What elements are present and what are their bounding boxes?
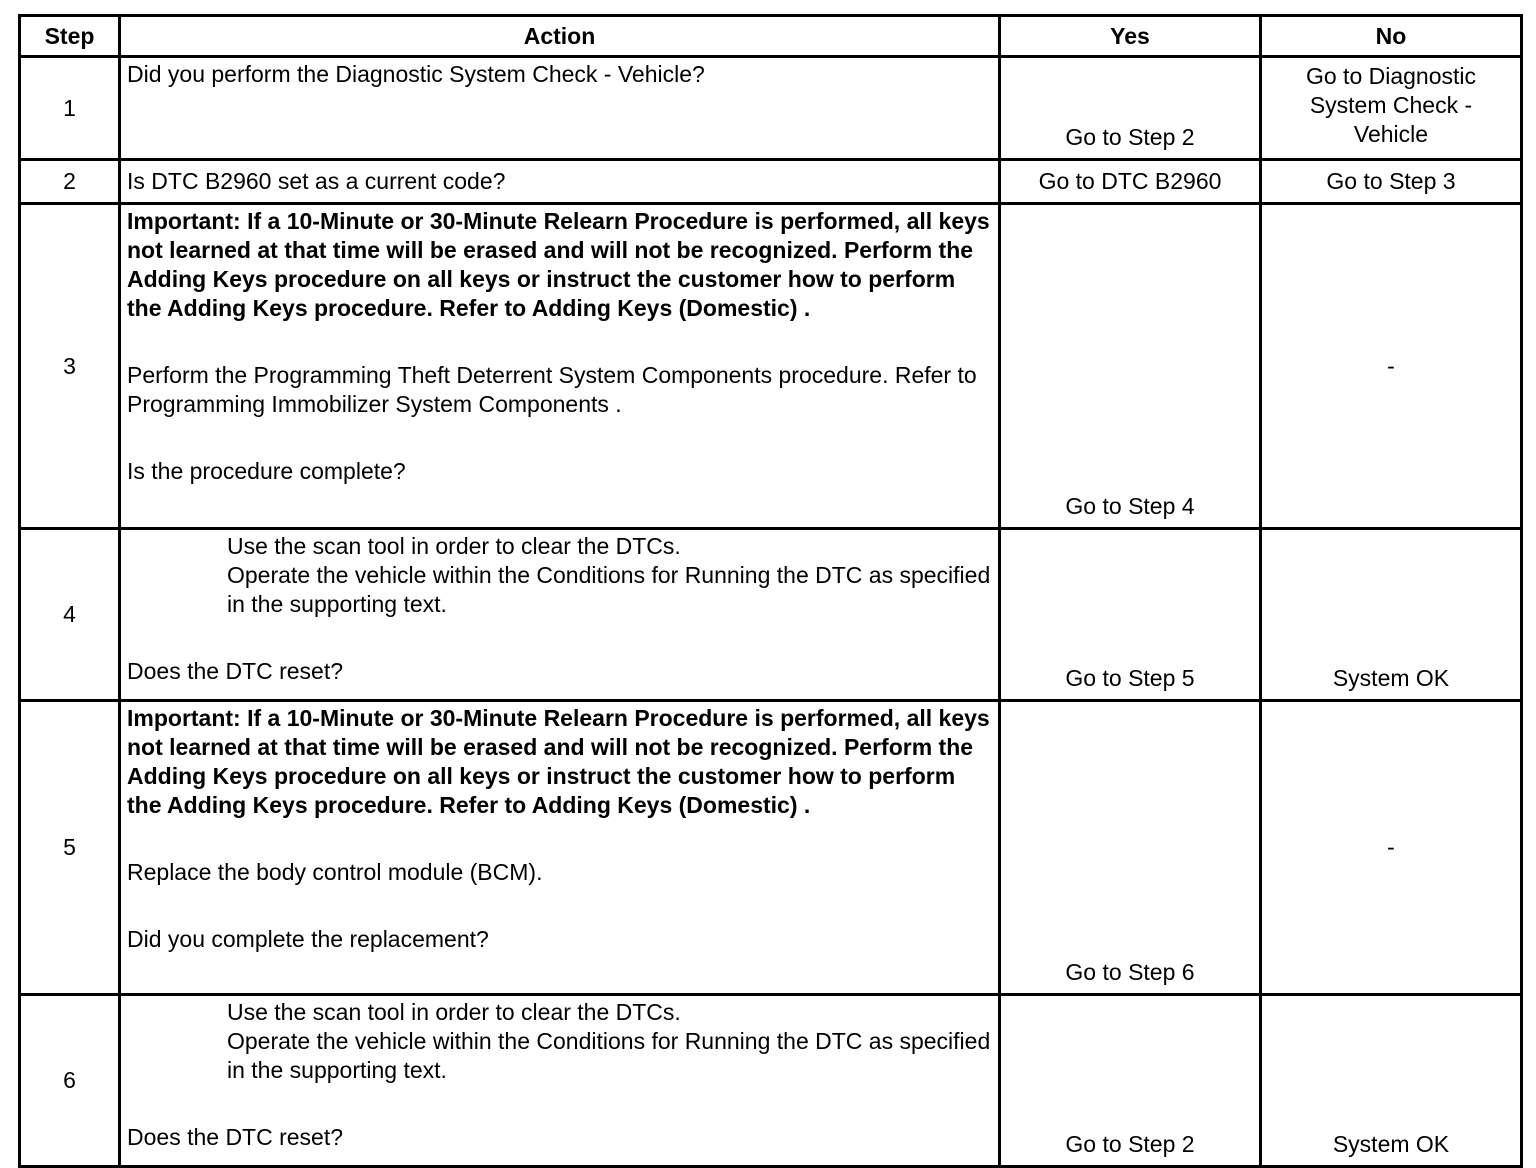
important-note: Important: If a 10-Minute or 30-Minute Relearn Procedure is performed, all keys not learned at that time will be erased and will not be recognized. Perform the Adding Keys procedure on all keys or instruct the customer how to perform the Adding Keys procedure. Refer to Adding Keys (Domestic) .: [127, 705, 990, 818]
header-yes: Yes: [1000, 16, 1261, 57]
no-cell: System OK: [1261, 995, 1522, 1167]
step-number: 6: [20, 995, 120, 1167]
header-action: Action: [120, 16, 1000, 57]
no-cell: Go to Step 3: [1261, 160, 1522, 204]
no-cell: -: [1261, 701, 1522, 995]
step-number: 3: [20, 204, 120, 529]
action-cell: [120, 529, 1000, 701]
yes-cell: Go to Step 2: [1000, 995, 1261, 1167]
list-item: Use the scan tool in order to clear the DTCs.: [227, 533, 681, 559]
diagnostic-table-container: [18, 14, 1523, 1168]
action-question: Did you complete the replacement?: [127, 926, 489, 952]
action-question: Does the DTC reset?: [127, 658, 344, 684]
action-instruction: Perform the Programming Theft Deterrent System Components procedure. Refer to Programming Immobilizer System Components .: [127, 362, 977, 417]
action-instruction: Replace the body control module (BCM).: [127, 859, 543, 885]
yes-cell: Go to DTC B2960: [1000, 160, 1261, 204]
no-cell: -: [1261, 204, 1522, 529]
table-row: [20, 57, 1522, 160]
no-cell: [1261, 57, 1522, 160]
diagnostic-table: [18, 14, 1523, 1168]
action-question: Is DTC B2960 set as a current code?: [127, 168, 506, 194]
header-step: Step: [20, 16, 120, 57]
list-item: Operate the vehicle within the Conditions for Running the DTC as specified in the supporting text.: [227, 1028, 991, 1083]
table-row: [20, 701, 1522, 995]
action-cell: [120, 204, 1000, 529]
table-row: [20, 995, 1522, 1167]
action-question: Does the DTC reset?: [127, 1124, 344, 1150]
action-list: [127, 998, 992, 1085]
action-cell: [120, 701, 1000, 995]
no-cell: System OK: [1261, 529, 1522, 701]
table-row: [20, 204, 1522, 529]
action-cell: [120, 160, 1000, 204]
list-item: Use the scan tool in order to clear the DTCs.: [227, 999, 681, 1025]
header-no: No: [1261, 16, 1522, 57]
yes-cell: Go to Step 2: [1000, 57, 1261, 160]
list-item: Operate the vehicle within the Conditions for Running the DTC as specified in the supporting text.: [227, 562, 991, 617]
header-row: [20, 16, 1522, 57]
no-cell-text: Go to Diagnostic System Check - Vehicle: [1305, 63, 1477, 147]
important-note: Important: If a 10-Minute or 30-Minute Relearn Procedure is performed, all keys not learned at that time will be erased and will not be recognized. Perform the Adding Keys procedure on all keys or instruct the customer how to perform the Adding Keys procedure. Refer to Adding Keys (Domestic) .: [127, 208, 990, 321]
action-question: Is the procedure complete?: [127, 458, 406, 484]
yes-cell: Go to Step 6: [1000, 701, 1261, 995]
table-row: [20, 529, 1522, 701]
step-number: 1: [20, 57, 120, 160]
step-number: 2: [20, 160, 120, 204]
table-row: [20, 160, 1522, 204]
step-number: 4: [20, 529, 120, 701]
step-number: 5: [20, 701, 120, 995]
yes-cell: Go to Step 5: [1000, 529, 1261, 701]
action-cell: [120, 995, 1000, 1167]
action-list: [127, 532, 992, 619]
yes-cell: Go to Step 4: [1000, 204, 1261, 529]
action-cell: [120, 57, 1000, 160]
action-question: Did you perform the Diagnostic System Check - Vehicle?: [127, 61, 705, 87]
